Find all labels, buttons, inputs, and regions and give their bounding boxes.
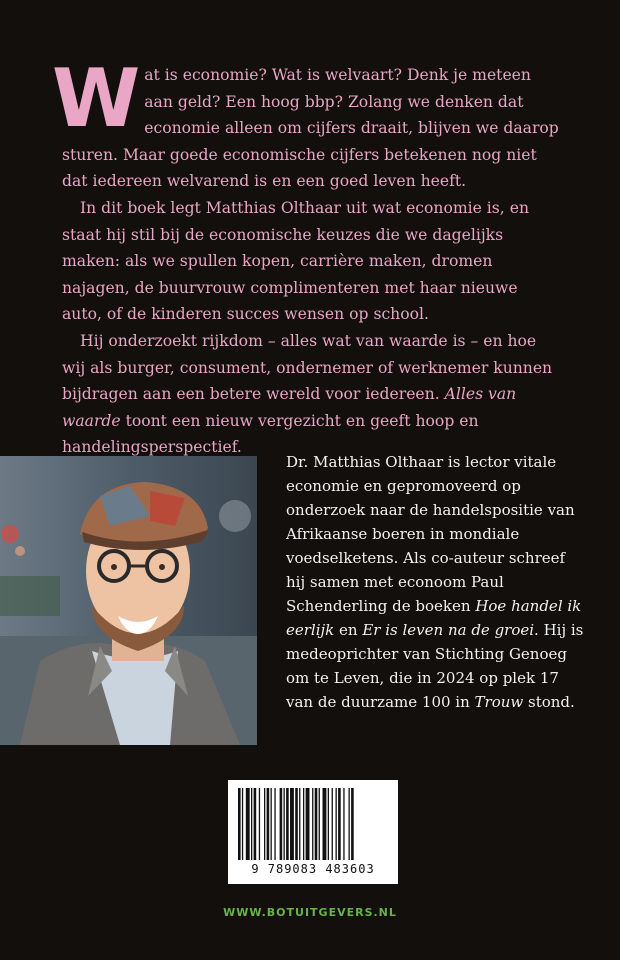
newspaper-title: Trouw [474, 693, 524, 711]
barcode-bar [267, 788, 270, 860]
barcode-bar [319, 788, 320, 860]
barcode-bar [284, 788, 285, 860]
book-title: Alles van waarde [62, 385, 517, 430]
barcode-bar [264, 788, 265, 860]
barcode-bar [280, 788, 283, 860]
bio-text-a: Dr. Matthias Olthaar is lector vitale economie en gepromoveerd op onderzoek naar de handelspositie van Afrikaanse boeren in mondiale voedselketens. Als co-auteur schreef hij samen met econoom Paul Schenderling de boeken [286, 453, 575, 615]
barcode-bar [246, 788, 250, 860]
barcode-bar [332, 788, 333, 860]
blurb-paragraph-1 [52, 52, 562, 195]
barcode-bar [323, 788, 327, 860]
barcode-bars [238, 788, 388, 860]
author-bio [286, 450, 586, 714]
blurb-p3-b: toont een nieuw vergezicht en geeft hoop en handelingsperspectief. [62, 411, 479, 457]
barcode-bar [290, 788, 294, 860]
barcode-bar [351, 788, 354, 860]
barcode-bar [238, 788, 241, 860]
blurb-paragraph-2: In dit boek legt Matthias Olthaar uit wat economie is, en staat hij stil bij de economische keuzes die we dagelijks maken: als we spullen kopen, carrière maken, dromen najagen, de buurvrouw complimenteren met haar nieuwe auto, of de kinderen succes wensen op school. [62, 198, 529, 324]
barcode-bar [271, 788, 272, 860]
barcode-bar [259, 788, 260, 860]
blurb-paragraph-3 [62, 328, 562, 461]
bio-text-c: . Hij is medeoprichter van Stichting Genoeg om te Leven, die in 2024 op plek 17 van de duurzame 100 in [286, 621, 584, 711]
bio-text-b: en [334, 621, 363, 639]
bio-text-d: stond. [523, 693, 575, 711]
barcode-bar [251, 788, 252, 860]
barcode-bar [274, 788, 275, 860]
author-portrait-illustration [0, 456, 257, 745]
blurb-p3-a: Hij onderzoekt rijkdom – alles wat van waarde is – en hoe wij als burger, consument, ondernemer of werknemer kunnen bijdragen aan een betere wereld voor iedereen. [62, 331, 553, 404]
barcode-bar [303, 788, 304, 860]
barcode-bar [312, 788, 313, 860]
publisher-url[interactable]: WWW.BOTUITGEVERS.NL [223, 906, 397, 919]
barcode-bar [336, 788, 337, 860]
book-title-1: Hoe handel ik eerlijk [286, 597, 582, 639]
barcode-bar [315, 788, 318, 860]
blurb-paragraph-1-text: at is economie? Wat is welvaart? Denk je meteen aan geld? Een hoog bbp? Zolang we denken dat economie alleen om cijfers draait, blijven we daarop sturen. Maar goede economische cijfers betekenen nog niet dat iedereen welvarend is en een goed leven heeft. [62, 66, 559, 191]
isbn-number: 9 789083 483603 [251, 862, 375, 876]
barcode-bar [349, 788, 350, 860]
dropcap: W [52, 52, 141, 145]
barcode-bar [286, 788, 289, 860]
barcode-bar [306, 788, 310, 860]
barcode-bar [343, 788, 344, 860]
blurb-text [52, 52, 562, 461]
barcode-bar [242, 788, 243, 860]
book-title-2: Er is leven na de groei [362, 621, 535, 639]
barcode-bar [254, 788, 257, 860]
barcode-bar [295, 788, 298, 860]
barcode-bar [299, 788, 300, 860]
barcode [228, 780, 398, 884]
author-photo [0, 456, 257, 745]
barcode-bar [328, 788, 329, 860]
barcode-bar [338, 788, 341, 860]
